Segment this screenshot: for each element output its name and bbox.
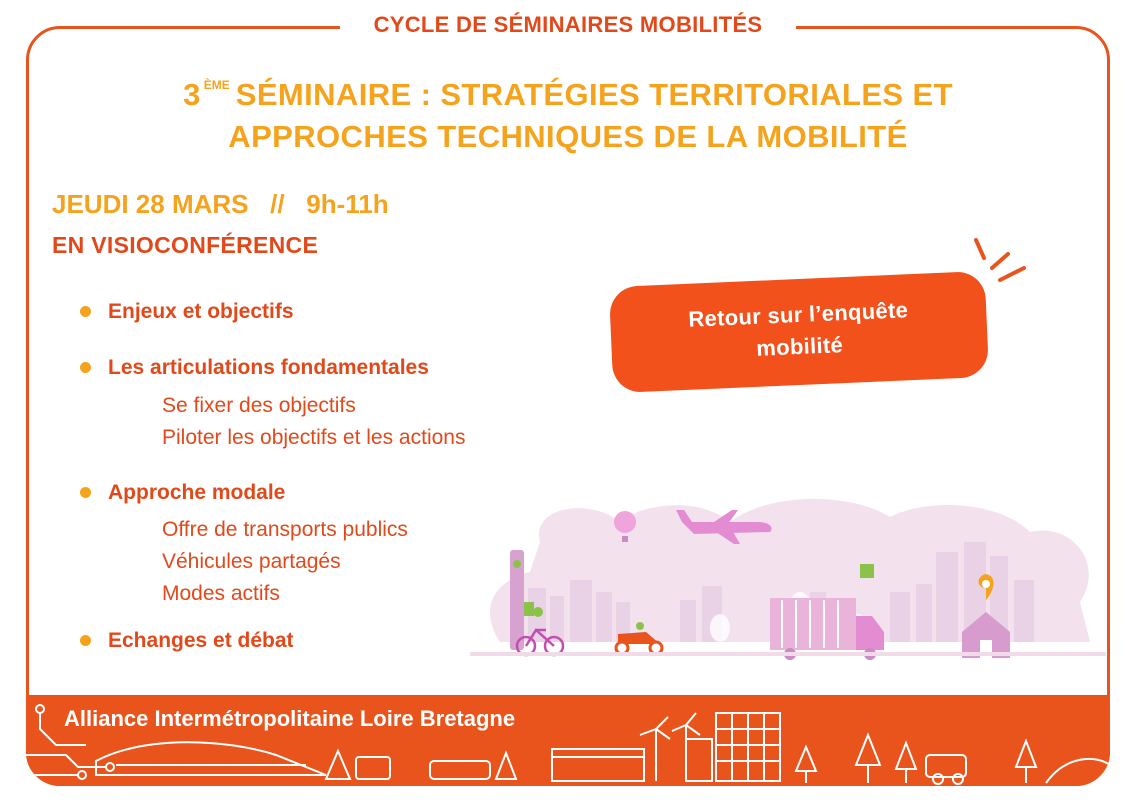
- event-format: EN VISIOCONFÉRENCE: [52, 232, 319, 258]
- event-date-time: JEUDI 28 MARS // 9h-11h: [52, 189, 389, 219]
- seminar-title: [60, 64, 1076, 158]
- bullet-dot-icon: [80, 362, 91, 373]
- survey-callout-button[interactable]: [609, 271, 989, 393]
- bullet-dot-icon: [80, 306, 91, 317]
- title-line-1: [60, 64, 1076, 116]
- footer-banner: [26, 695, 1110, 786]
- agenda-item-label: Les articulations fondamentales: [108, 356, 429, 379]
- title-line-1-text: SÉMINAIRE : STRATÉGIES TERRITORIALES ET: [235, 77, 953, 112]
- bullet-dot-icon: [80, 487, 91, 498]
- city-mobility-illustration: [470, 492, 1106, 664]
- seminar-number: 3: [183, 77, 201, 112]
- agenda-item-label: Enjeux et objectifs: [108, 300, 294, 323]
- title-line-2: APPROCHES TECHNIQUES DE LA MOBILITÉ: [228, 119, 908, 154]
- ordinal-suffix: ÈME: [203, 78, 230, 92]
- agenda-subitem: Véhicules partagés: [162, 550, 341, 573]
- organization-name: Alliance Intermétropolitaine Loire Bretagne: [64, 706, 516, 731]
- callout-line-2: mobilité: [755, 332, 844, 361]
- bullet-dot-icon: [80, 635, 91, 646]
- agenda-subitem: Piloter les objectifs et les actions: [162, 426, 466, 449]
- agenda-subitem: Offre de transports publics: [162, 518, 408, 541]
- spark-lines-icon: [970, 232, 1040, 292]
- cycle-label: CYCLE DE SÉMINAIRES MOBILITÉS: [340, 8, 796, 42]
- agenda-item-label: Approche modale: [108, 481, 286, 504]
- agenda-subitem: Modes actifs: [162, 582, 280, 605]
- agenda-item-label: Echanges et débat: [108, 629, 294, 652]
- agenda-subitem: Se fixer des objectifs: [162, 394, 356, 417]
- callout-line-1: Retour sur l’enquête: [687, 297, 909, 332]
